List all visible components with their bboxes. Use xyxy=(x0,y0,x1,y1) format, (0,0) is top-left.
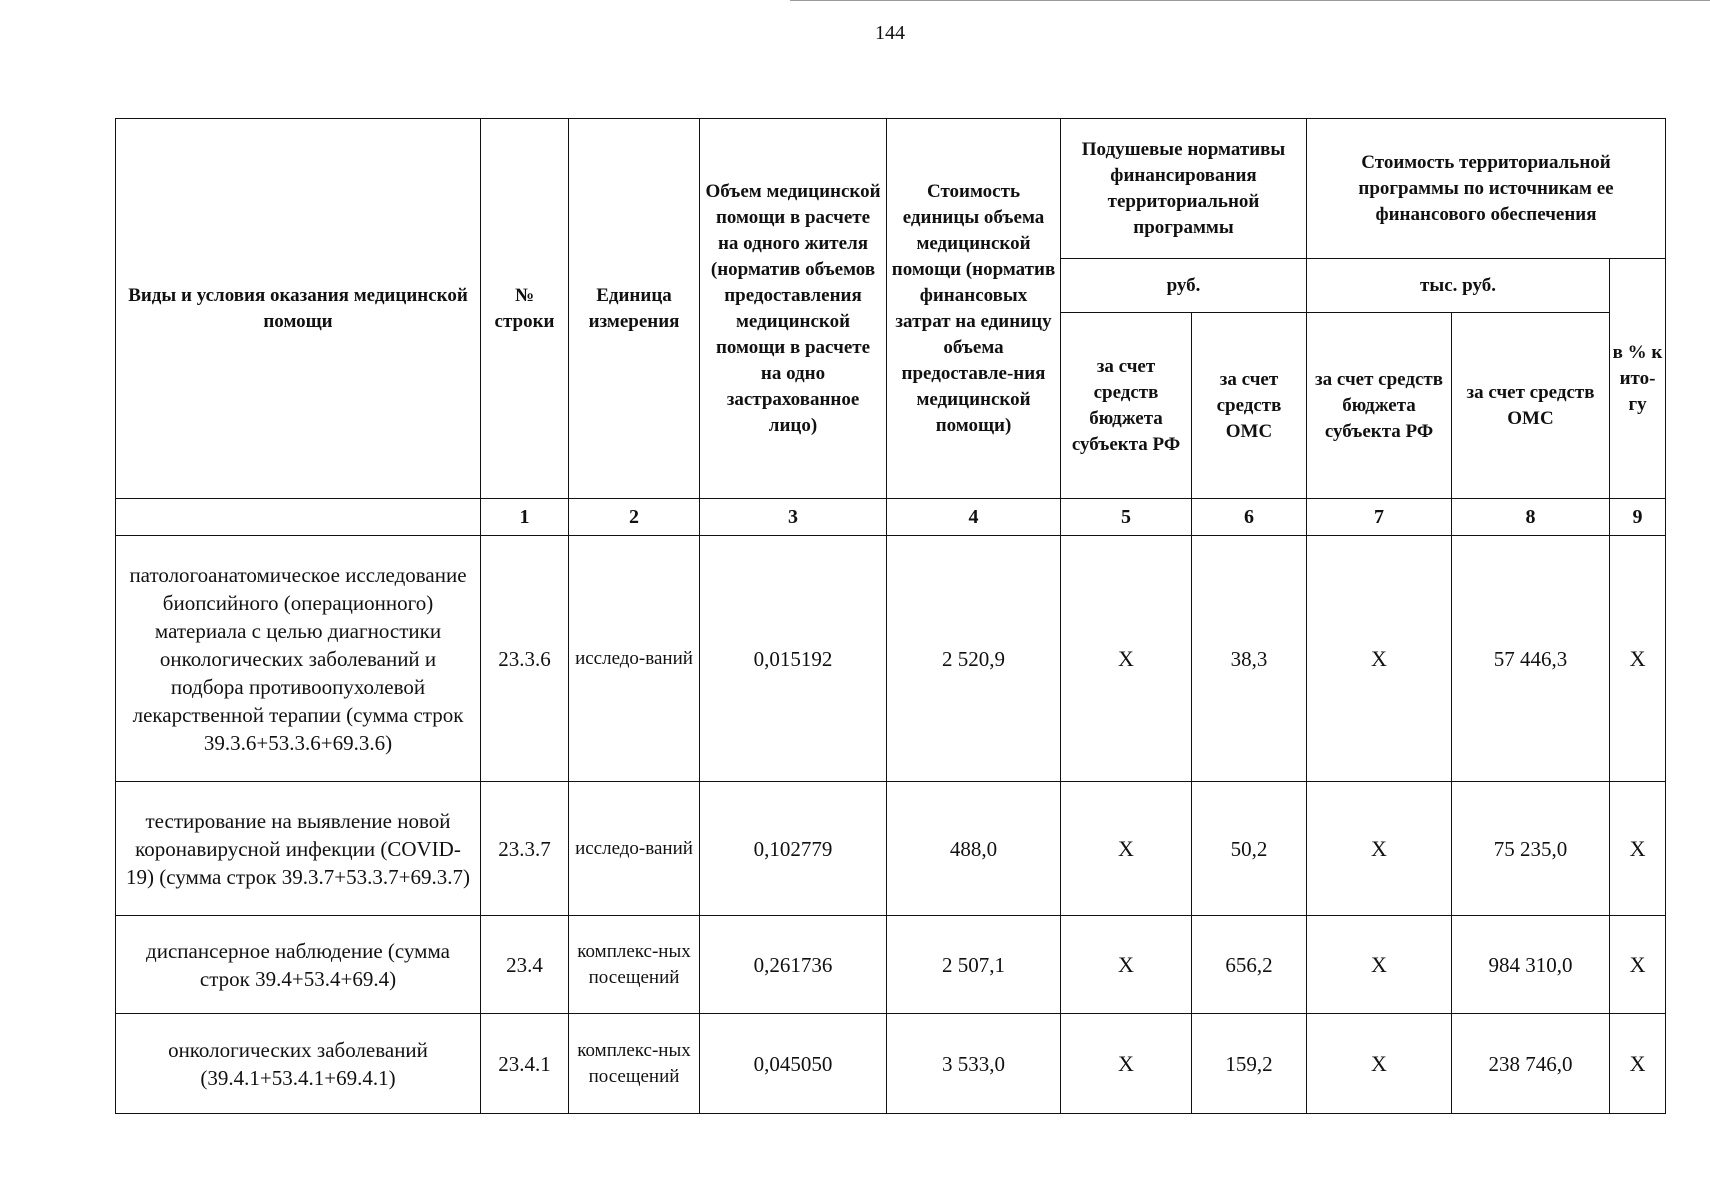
header-group-per-capita: Подушевые нормативы финансирования территориальной программы xyxy=(1061,119,1307,259)
header-percent: в % к ито-гу xyxy=(1610,259,1666,499)
cell-kind: патологоанатомическое исследование биопсийного (операционного) материала с целью диагностики онкологических заболеваний и подбора противоопухолевой лекарственной терапии (сумма строк 39.3.6+53.3.6+69.3.6) xyxy=(116,536,481,782)
header-oms-rub: за счет средств ОМС xyxy=(1192,313,1307,499)
cell-percent: X xyxy=(1610,1014,1666,1114)
column-number-blank xyxy=(116,499,481,536)
cell-budget-thous: X xyxy=(1307,1014,1452,1114)
column-number: 1 xyxy=(481,499,569,536)
cell-budget-rub: X xyxy=(1061,536,1192,782)
header-cost: Стоимость единицы объема медицинской помощи (норматив финансовых затрат на единицу объема предоставле-ния медицинской помощи) xyxy=(887,119,1061,499)
column-number: 2 xyxy=(569,499,700,536)
cell-oms-thous: 238 746,0 xyxy=(1452,1014,1610,1114)
cell-budget-rub: X xyxy=(1061,782,1192,916)
cell-volume: 0,045050 xyxy=(700,1014,887,1114)
cell-row-no: 23.4.1 xyxy=(481,1014,569,1114)
column-number: 9 xyxy=(1610,499,1666,536)
header-unit-thous-rub: тыс. руб. xyxy=(1307,259,1610,313)
header-budget-rub: за счет средств бюджета субъекта РФ xyxy=(1061,313,1192,499)
table-header xyxy=(116,119,1666,536)
header-unit: Единица измерения xyxy=(569,119,700,499)
cell-oms-rub: 656,2 xyxy=(1192,916,1307,1014)
financing-table xyxy=(115,118,1666,1114)
table-row xyxy=(116,916,1666,1014)
header-budget-thous: за счет средств бюджета субъекта РФ xyxy=(1307,313,1452,499)
cell-budget-thous: X xyxy=(1307,536,1452,782)
cell-cost: 2 520,9 xyxy=(887,536,1061,782)
cell-kind: онкологических заболеваний (39.4.1+53.4.1+69.4.1) xyxy=(116,1014,481,1114)
cell-percent: X xyxy=(1610,916,1666,1014)
cell-cost: 488,0 xyxy=(887,782,1061,916)
cell-volume: 0,261736 xyxy=(700,916,887,1014)
cell-row-no: 23.3.6 xyxy=(481,536,569,782)
header-group-territorial: Стоимость территориальной программы по источникам ее финансового обеспечения xyxy=(1307,119,1666,259)
cell-cost: 2 507,1 xyxy=(887,916,1061,1014)
cell-unit: комплекс-ных посещений xyxy=(569,916,700,1014)
table-row xyxy=(116,782,1666,916)
cell-percent: X xyxy=(1610,536,1666,782)
cell-row-no: 23.4 xyxy=(481,916,569,1014)
header-unit-rub: руб. xyxy=(1061,259,1307,313)
cell-volume: 0,102779 xyxy=(700,782,887,916)
scan-edge-line xyxy=(790,0,1710,1)
cell-cost: 3 533,0 xyxy=(887,1014,1061,1114)
column-number: 7 xyxy=(1307,499,1452,536)
cell-unit: исследо-ваний xyxy=(569,782,700,916)
table-row xyxy=(116,1014,1666,1114)
column-number: 3 xyxy=(700,499,887,536)
cell-percent: X xyxy=(1610,782,1666,916)
cell-kind: диспансерное наблюдение (сумма строк 39.4+53.4+69.4) xyxy=(116,916,481,1014)
column-numbers-row xyxy=(116,499,1666,536)
cell-oms-rub: 50,2 xyxy=(1192,782,1307,916)
cell-budget-thous: X xyxy=(1307,916,1452,1014)
cell-unit: комплекс-ных посещений xyxy=(569,1014,700,1114)
header-row-no: № строки xyxy=(481,119,569,499)
cell-oms-thous: 984 310,0 xyxy=(1452,916,1610,1014)
header-oms-thous: за счет средств ОМС xyxy=(1452,313,1610,499)
cell-budget-rub: X xyxy=(1061,1014,1192,1114)
cell-budget-thous: X xyxy=(1307,782,1452,916)
column-number: 5 xyxy=(1061,499,1192,536)
table-row xyxy=(116,536,1666,782)
cell-row-no: 23.3.7 xyxy=(481,782,569,916)
cell-oms-thous: 57 446,3 xyxy=(1452,536,1610,782)
cell-oms-thous: 75 235,0 xyxy=(1452,782,1610,916)
cell-volume: 0,015192 xyxy=(700,536,887,782)
cell-unit: исследо-ваний xyxy=(569,536,700,782)
page-number: 144 xyxy=(875,22,905,44)
column-number: 4 xyxy=(887,499,1061,536)
header-kind: Виды и условия оказания медицинской помощи xyxy=(116,119,481,499)
header-volume: Объем медицинской помощи в расчете на одного жителя (норматив объемов предоставления медицинской помощи в расчете на одно застрахованное лицо) xyxy=(700,119,887,499)
cell-kind: тестирование на выявление новой коронавирусной инфекции (COVID-19) (сумма строк 39.3.7+53.3.7+69.3.7) xyxy=(116,782,481,916)
cell-oms-rub: 38,3 xyxy=(1192,536,1307,782)
cell-budget-rub: X xyxy=(1061,916,1192,1014)
column-number: 8 xyxy=(1452,499,1610,536)
column-number: 6 xyxy=(1192,499,1307,536)
table-body xyxy=(116,536,1666,1114)
cell-oms-rub: 159,2 xyxy=(1192,1014,1307,1114)
